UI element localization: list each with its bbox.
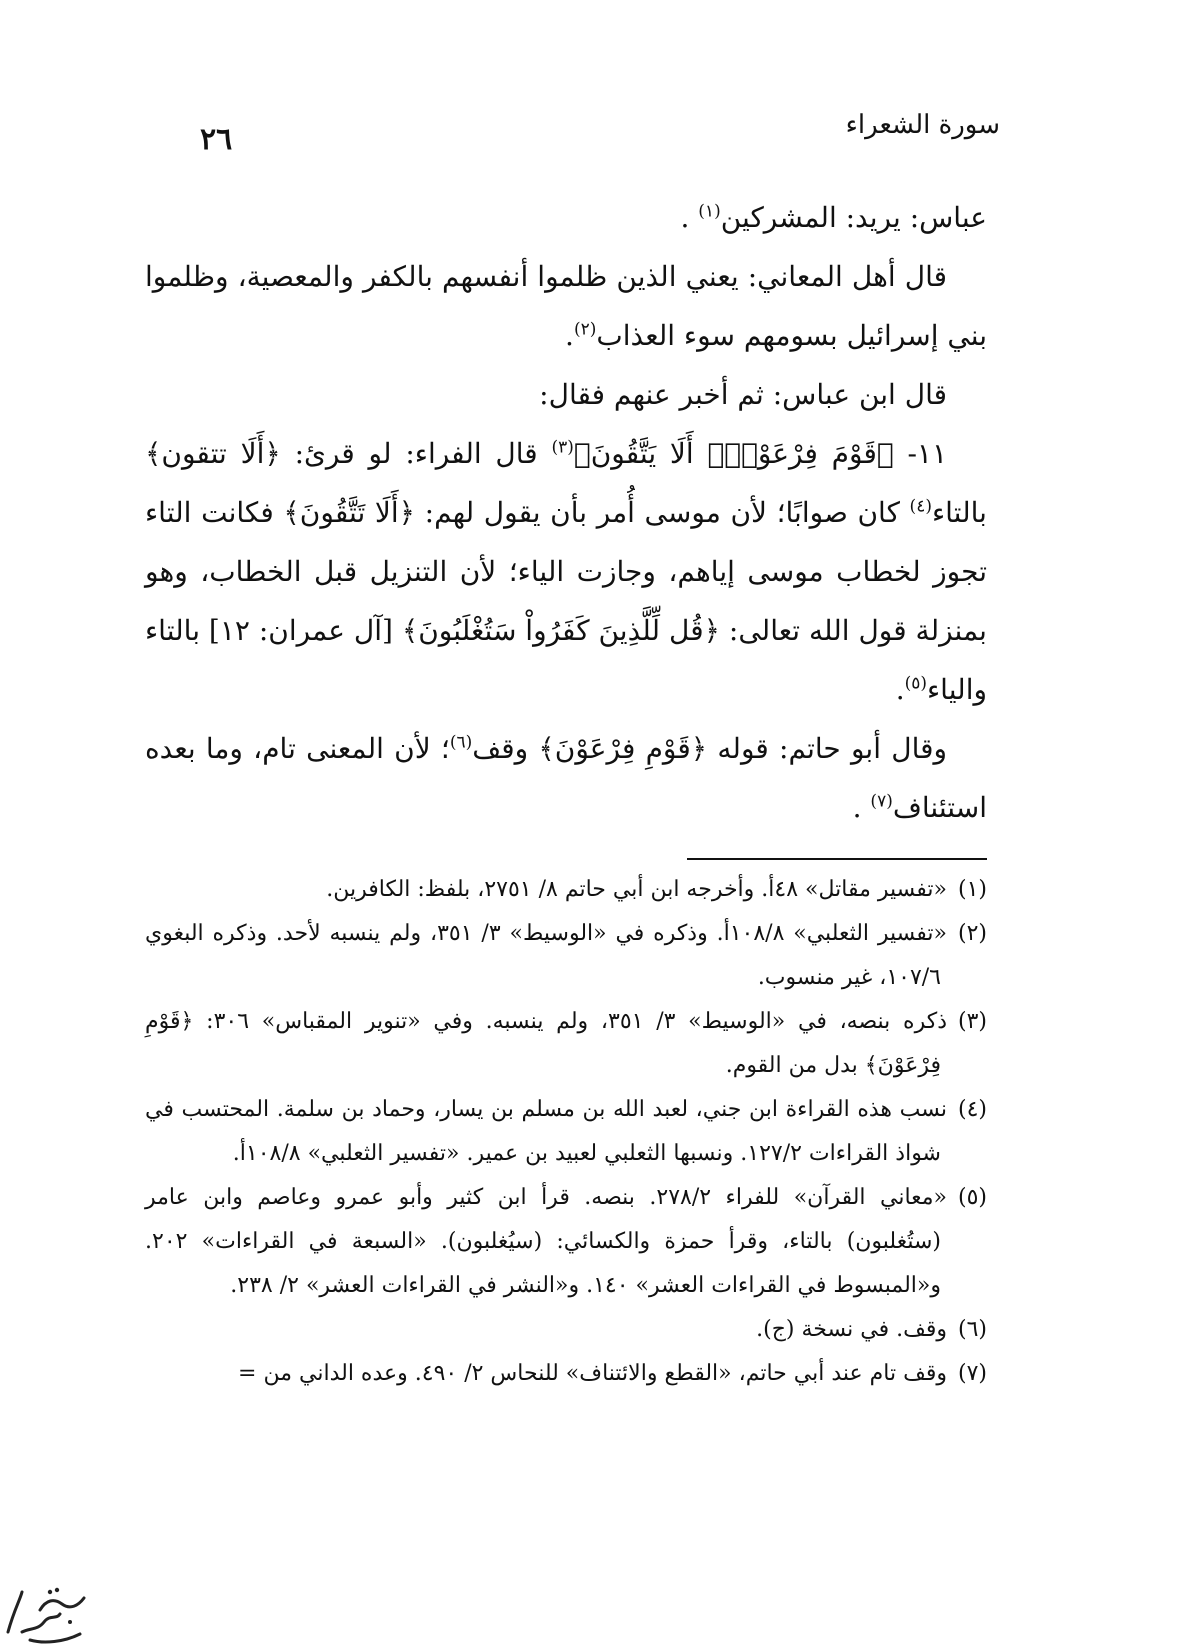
paragraph-4-text-3: كان صوابًا؛ لأن موسى أُمر بأن يقول لهم: (415, 496, 910, 529)
paragraph-4-text-1: قال الفراء: لو قرئ: (280, 437, 552, 470)
paragraph-4 (145, 424, 987, 719)
footnote-1 (145, 868, 987, 912)
paragraph-5-text-1: وقال أبو حاتم: قوله (707, 732, 948, 765)
surah-title: سورة الشعراء (845, 110, 1000, 140)
quran-quote-1: ﴿قَوْمَ فِرْعَوْنَۚ أَلَا يَتَّقُونَ﴾ (573, 437, 894, 470)
footnotes (145, 868, 987, 1396)
footnote-3 (145, 1000, 987, 1088)
paragraph-3 (145, 365, 987, 424)
paragraph-1 (145, 188, 987, 247)
footnote-text: «تفسير الثعلبي» ١٠٨/٨أ. وذكره في «الوسيط» ٣/ ٣٥١، ولم ينسبه لأحد. وذكره البغوي ١٠٧/٦، غير منسوب. (145, 921, 948, 990)
footnote-number: (٢) (958, 921, 988, 946)
footnote-ref-1: (١) (698, 201, 721, 222)
paragraph-4-text-2: بالتاء (931, 496, 987, 529)
footnote-4 (145, 1088, 987, 1176)
footnote-text: وقف. في نسخة (ج). (756, 1317, 947, 1342)
footnote-text: ذكره بنصه، في «الوسيط» ٣/ ٣٥١، ولم ينسبه. وفي «تنوير المقباس» ٣٠٦: ﴿قَوْمِ فِرْعَوْنَ﴾ بدل من القوم. (145, 1009, 947, 1078)
footnote-number: (٧) (957, 1361, 987, 1386)
paragraph-3-text: قال ابن عباس: ثم أخبر عنهم فقال: (539, 378, 947, 411)
main-text (145, 188, 987, 837)
calligraphy-logo-icon (0, 1570, 92, 1650)
verse-number: ١١- (893, 437, 947, 470)
paragraph-5-text-2: وقف (472, 732, 539, 765)
paragraph-5-text-3: ؛ لأن المعنى تام، وما بعده استئناف (145, 732, 987, 824)
footnote-ref-3: (٣) (551, 437, 574, 458)
footnote-text: وقف تام عند أبي حاتم، «القطع والائتناف» للنحاس ٢/ ٤٩٠. وعده الداني من = (238, 1361, 947, 1386)
paragraph-2-end: . (565, 319, 574, 352)
paragraph-4-end: . (895, 673, 905, 706)
quran-quote-3: ﴿أَلَا تَتَّقُونَ﴾ (283, 496, 416, 529)
paragraph-1-text: عباس: يريد: المشركين (720, 201, 987, 234)
footnote-number: (٥) (958, 1185, 988, 1210)
footnote-separator (687, 858, 987, 860)
paragraph-2-text: قال أهل المعاني: يعني الذين ظلموا أنفسهم بالكفر والمعصية، وظلموا بني إسرائيل بسومهم سوء العذاب (145, 260, 987, 352)
footnote-ref-2: (٢) (573, 319, 597, 340)
footnote-number: (٦) (957, 1317, 987, 1342)
paragraph-4-text-4: فكانت التاء تجوز لخطاب موسى إياهم، وجازت الياء؛ لأن التنزيل قبل الخطاب، وهو بمنزلة قول الله تعالى: (145, 496, 987, 647)
footnote-5 (145, 1176, 987, 1308)
paragraph-2 (145, 247, 987, 365)
paragraph-5-end: . (852, 791, 871, 824)
paragraph-4-text-5: [آل عمران: ١٢] بالتاء والياء (145, 614, 987, 706)
footnote-number: (٤) (957, 1097, 987, 1122)
footnote-text: نسب هذه القراءة ابن جني، لعبد الله بن مسلم بن يسار، وحماد بن سلمة. المحتسب في شواذ القراءات ١٢٧/٢. ونسبها الثعلبي لعبيد بن عمير. «تفسير الثعلبي» ١٠٨/٨أ. (145, 1097, 947, 1166)
footnote-ref-6: (٦) (449, 732, 473, 753)
footnote-2 (145, 912, 987, 1000)
footnote-ref-4: (٤) (909, 496, 932, 517)
footnote-text: «تفسير مقاتل» ٤٨أ. وأخرجه ابن أبي حاتم ٨/ ٢٧٥١، بلفظ: الكافرين. (326, 877, 947, 902)
footnote-number: (١) (957, 877, 987, 902)
page-number: ٢٦ (200, 122, 233, 157)
page-header (200, 104, 1000, 164)
quran-quote-4: ﴿قُل لِّلَّذِينَ كَفَرُواْ سَتُغْلَبُونَ﴾ (401, 614, 720, 647)
footnote-ref-7: (٧) (870, 791, 893, 812)
quran-quote-5: ﴿قَوْمِ فِرْعَوْنَ﴾ (538, 732, 708, 765)
footnote-ref-5: (٥) (904, 673, 928, 694)
paragraph-1-end: . (680, 201, 699, 234)
footnote-7 (145, 1352, 987, 1396)
footnote-number: (٣) (957, 1009, 987, 1034)
footnote-6 (145, 1308, 987, 1352)
quran-quote-2: ﴿أَلَا تتقون﴾ (145, 437, 281, 470)
paragraph-5 (145, 719, 987, 837)
footnote-text: «معاني القرآن» للفراء ٢٧٨/٢. بنصه. قرأ ابن كثير وأبو عمرو وعاصم وابن عامر (ستُغلبون) بالتاء، وقرأ حمزة والكسائي: (سيُغلبون). «السبعة في القراءات» ٢٠٢. و«المبسوط في القراءات العشر» ١٤٠. و«النشر في القراءات العشر» ٢/ ٢٣٨. (145, 1185, 948, 1298)
